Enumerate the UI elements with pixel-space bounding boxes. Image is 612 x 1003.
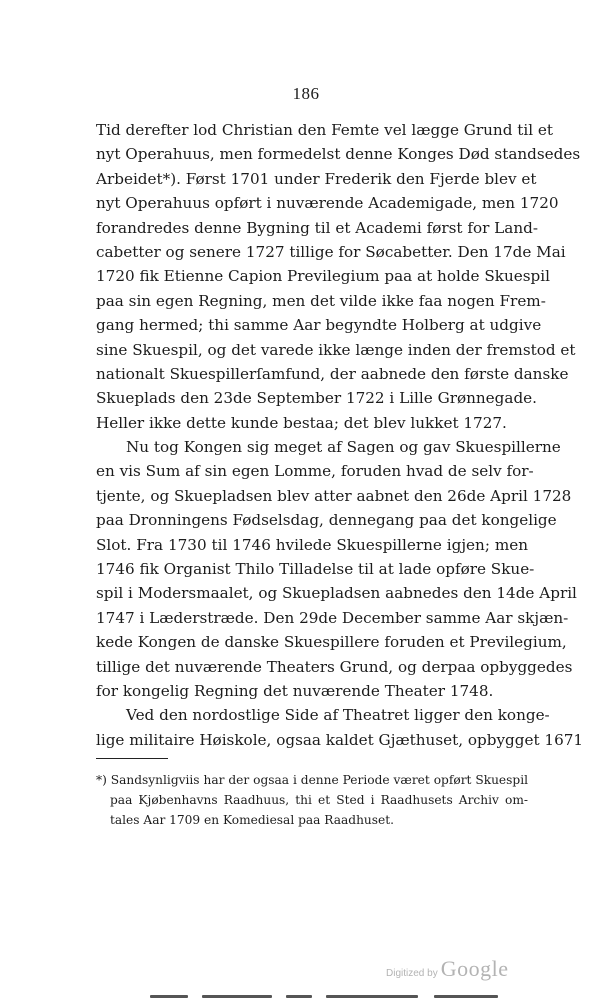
- page-number: 186: [292, 84, 320, 103]
- text-line: kede Kongen de danske Skuespillere foruden et Previlegium,: [96, 633, 567, 652]
- text-line: 1747 i Læderstræde. Den 29de December samme Aar skjæn-: [96, 608, 569, 627]
- text-line: nationalt Skuespillerſamfund, der aabnede den første danske: [96, 364, 569, 383]
- text-line: Arbeidet*). Først 1701 under Frederik den Fjerde blev et: [96, 169, 537, 188]
- digitized-watermark: [386, 956, 508, 982]
- text-line: sine Skuespil, og det varede ikke længe inden der fremstod et: [96, 340, 576, 359]
- cut-glyph: [202, 995, 272, 998]
- text-line: Nu tog Kongen sig meget af Sagen og gav Skuespillerne: [126, 438, 561, 457]
- text-line: forandredes denne Bygning til et Academi først for Land-: [96, 218, 538, 237]
- text-line: nyt Operahuus, men formedelst denne Konges Død standsedes: [96, 145, 581, 164]
- text-line: 1720 fik Etienne Capion Previlegium paa at holde Skuespil: [96, 267, 550, 286]
- text-line: 1746 fik Organist Thilo Tilladelse til at lade opføre Skue-: [96, 560, 535, 579]
- cut-glyph: [326, 995, 418, 998]
- text-line: for kongelig Regning det nuværende Theater 1748.: [96, 681, 494, 700]
- cut-glyph: [286, 995, 312, 998]
- text-line: Ved den nordostlige Side af Theatret ligger den konge-: [126, 706, 550, 725]
- text-line: paa sin egen Regning, men det vilde ikke faa nogen Frem-: [96, 291, 546, 310]
- watermark-prefix: Digitized by: [386, 968, 438, 979]
- text-line: Heller ikke dette kunde bestaa; det blev lukket 1727.: [96, 413, 507, 432]
- body-text: [96, 118, 584, 752]
- text-line: nyt Operahuus opført i nuværende Academigade, men 1720: [96, 194, 559, 213]
- text-line: Tid derefter lod Christian den Femte vel lægge Grund til et: [96, 121, 554, 139]
- footnote-line: paa Kjøbenhavns Raadhuus, thi et Sted i Raadhusets Archiv om-: [110, 793, 528, 807]
- cut-off-next-line: [150, 993, 520, 1003]
- footnote-line: *) Sandsynligviis har der ogsaa i denne Periode været opført Skuespil: [96, 773, 528, 787]
- text-line: tillige det nuværende Theaters Grund, og derpaa opbyggedes: [96, 657, 573, 676]
- footnote-line: tales Aar 1709 en Komediesal paa Raadhuset.: [110, 813, 395, 827]
- text-line: spil i Modersmaalet, og Skuepladsen aabnedes den 14de April: [96, 584, 577, 603]
- text-line: Skueplads den 23de September 1722 i Lille Grønnegade.: [96, 389, 537, 408]
- text-line: paa Dronningens Fødselsdag, dennegang paa det kongelige: [96, 511, 557, 530]
- watermark-logo: Google: [440, 956, 509, 981]
- text-line: gang hermed; thi samme Aar begyndte Holberg at udgive: [96, 316, 542, 335]
- text-line: lige militaire Høiskole, ogsaa kaldet Gjæthuset, opbygget 1671: [96, 730, 584, 749]
- text-line: en vis Sum af sin egen Lomme, foruden hvad de selv for-: [96, 462, 534, 481]
- text-line: cabetter og senere 1727 tillige for Søcabetter. Den 17de Mai: [96, 242, 566, 261]
- text-line: Slot. Fra 1730 til 1746 hvilede Skuespillerne igjen; men: [96, 535, 528, 554]
- cut-glyph: [150, 995, 188, 998]
- footnote: [96, 770, 528, 830]
- text-line: tjente, og Skuepladsen blev atter aabnet den 26de April 1728: [96, 486, 572, 505]
- footnote-divider: [96, 758, 168, 759]
- cut-glyph: [434, 995, 498, 998]
